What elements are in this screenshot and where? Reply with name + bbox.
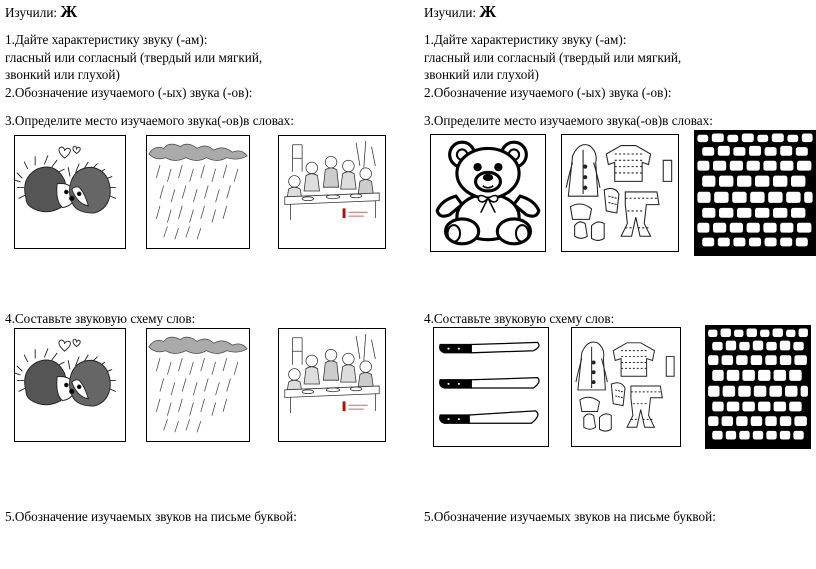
rain-picture-2 [146, 328, 250, 442]
studied-letter: Ж [479, 2, 497, 21]
rain-picture [146, 135, 250, 249]
crocodile-skin-picture [694, 130, 816, 256]
task4-heading: 4.Составьте звуковую схему слов: [424, 311, 615, 326]
hedgehogs-image [15, 136, 125, 248]
clothes-image [572, 328, 680, 446]
knives-picture [433, 327, 549, 447]
clothes-image [562, 135, 678, 251]
rain-image [147, 136, 249, 248]
task5-heading: 5.Обозначение изучаемых звуков на письме буквой: [424, 509, 716, 524]
studied-heading [5, 4, 77, 20]
crocodile-skin-image [706, 326, 810, 448]
worksheet-right [424, 0, 816, 569]
clothes-picture [561, 134, 679, 252]
task2-heading: 2.Обозначение изучаемого (-ых) звука (-ов): [424, 85, 672, 100]
worksheet-left [5, 0, 405, 569]
studied-label: Изучили: [424, 5, 477, 20]
task1-line2: гласный или согласный (твердый или мягкий, [5, 50, 263, 65]
family-dinner-image [279, 136, 385, 248]
family-dinner-picture-2 [278, 328, 386, 442]
task5-heading: 5.Обозначение изучаемых звуков на письме буквой: [5, 509, 297, 524]
task1-line3: звонкий или глухой) [424, 67, 539, 82]
crocodile-skin-image [695, 131, 815, 255]
task3-heading: 3.Определите место изучаемого звука(-ов)в словах: [424, 113, 713, 128]
task1-line2: гласный или согласный (твердый или мягкий, [424, 50, 682, 65]
crocodile-skin-picture-2 [705, 325, 811, 449]
teddy-bear-image [431, 135, 545, 251]
hedgehogs-picture-2 [14, 328, 126, 442]
studied-heading [424, 4, 496, 20]
teddy-bear-picture [430, 134, 546, 252]
task2-heading: 2.Обозначение изучаемого (-ых) звука (-ов): [5, 85, 253, 100]
task4-heading: 4.Составьте звуковую схему слов: [5, 311, 196, 326]
family-dinner-image [279, 329, 385, 441]
studied-letter: Ж [60, 2, 78, 21]
task1-line1: 1.Дайте характеристику звуку (-ам): [424, 32, 627, 47]
hedgehogs-picture [14, 135, 126, 249]
task1-line1: 1.Дайте характеристику звуку (-ам): [5, 32, 208, 47]
clothes-picture-2 [571, 327, 681, 447]
task3-heading: 3.Определите место изучаемого звука(-ов)в словах: [5, 113, 294, 128]
rain-image [147, 329, 249, 441]
family-dinner-picture [278, 135, 386, 249]
hedgehogs-image [15, 329, 125, 441]
studied-label: Изучили: [5, 5, 58, 20]
task1-line3: звонкий или глухой) [5, 67, 120, 82]
knives-image [434, 328, 548, 446]
